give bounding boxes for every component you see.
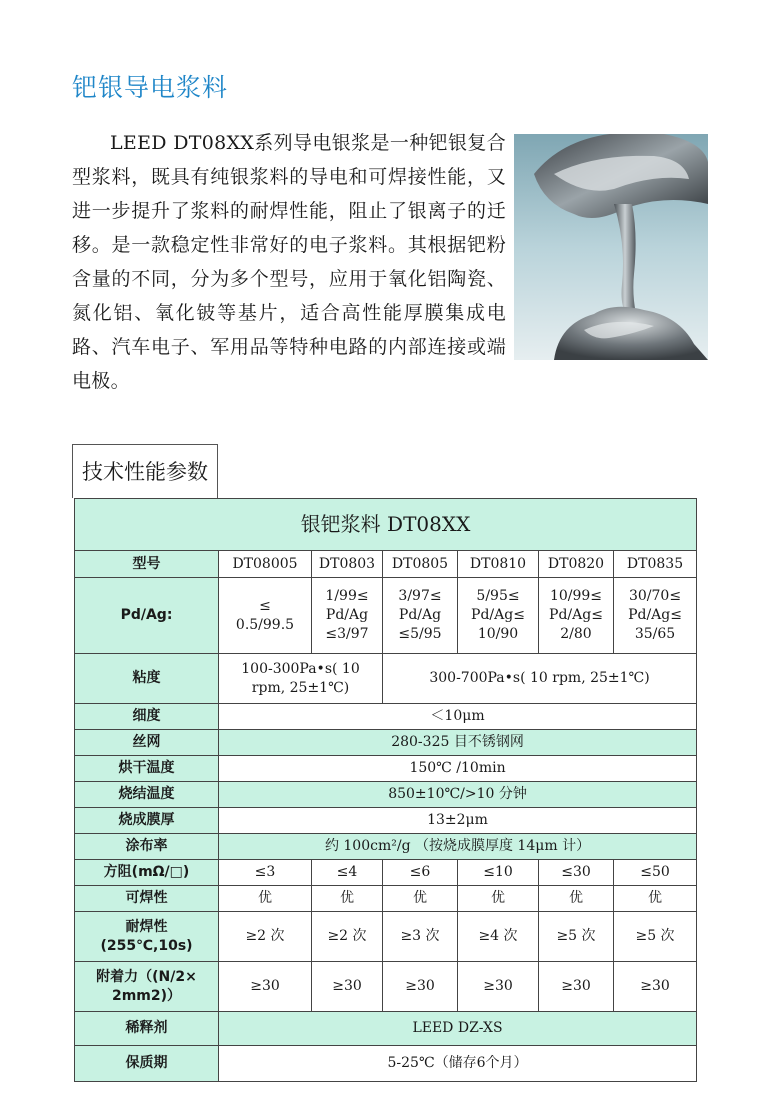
leach-cell: ≥4 次 (458, 912, 539, 962)
ratio-cell: 3/97≤ Pd/Ag ≤5/95 (383, 578, 458, 654)
table-row (75, 912, 697, 962)
solderability-cell: 优 (383, 886, 458, 912)
row-label-firing: 烧结温度 (75, 782, 219, 808)
row-label-fineness: 细度 (75, 704, 219, 730)
leach-cell: ≥2 次 (312, 912, 383, 962)
model-cell: DT0835 (614, 551, 697, 578)
thickness-cell: 13±2μm (219, 808, 697, 834)
leach-cell: ≥2 次 (219, 912, 312, 962)
paste-pour-photo (514, 134, 708, 360)
page-title: 钯银导电浆料 (72, 73, 229, 102)
fineness-cell: ＜10μm (219, 704, 697, 730)
row-label-model: 型号 (75, 551, 219, 578)
table-row (75, 704, 697, 730)
row-label-thickness: 烧成膜厚 (75, 808, 219, 834)
leach-cell: ≥5 次 (539, 912, 614, 962)
row-label-thinner: 稀释剂 (75, 1012, 219, 1046)
adhesion-cell: ≥30 (458, 962, 539, 1012)
drying-cell: 150℃ /10min (219, 756, 697, 782)
spec-table (74, 498, 697, 1082)
row-label-coverage: 涂布率 (75, 834, 219, 860)
coverage-cell: 约 100cm²/g （按烧成膜厚度 14μm 计） (219, 834, 697, 860)
row-label-resistance: 方阻(mΩ/□) (75, 860, 219, 886)
solderability-cell: 优 (458, 886, 539, 912)
row-label-leach: 耐焊性 (255℃,10s) (75, 912, 219, 962)
model-cell: DT0810 (458, 551, 539, 578)
viscosity-high-cell: 300-700Pa•s( 10 rpm, 25±1℃) (383, 654, 697, 704)
resistance-cell: ≤3 (219, 860, 312, 886)
adhesion-cell: ≥30 (614, 962, 697, 1012)
resistance-cell: ≤6 (383, 860, 458, 886)
table-row (75, 962, 697, 1012)
model-cell: DT0820 (539, 551, 614, 578)
viscosity-low-cell: 100-300Pa•s( 10 rpm, 25±1℃) (219, 654, 383, 704)
spec-section-tab: 技术性能参数 (72, 444, 218, 498)
solderability-cell: 优 (312, 886, 383, 912)
table-row (75, 808, 697, 834)
table-title: 银钯浆料 DT08XX (75, 499, 697, 551)
ratio-cell: 10/99≤ Pd/Ag≤ 2/80 (539, 578, 614, 654)
solderability-cell: 优 (614, 886, 697, 912)
table-row (75, 886, 697, 912)
thinner-cell: LEED DZ-XS (219, 1012, 697, 1046)
row-label-solderability: 可焊性 (75, 886, 219, 912)
leach-cell: ≥3 次 (383, 912, 458, 962)
intro-paragraph: LEED DT08XX系列导电银浆是一种钯银复合型浆料，既具有纯银浆料的导电和可焊接性能，又进一步提升了浆料的耐焊性能，阻止了银离子的迁移。是一款稳定性非常好的电子浆料。其根据钯粉含量的不同，分为多个型号，应用于氧化铝陶瓷、氮化铝、氧化铍等基片，适合高性能厚膜集成电路、汽车电子、军用品等特种电路的内部连接或端电极。 (72, 132, 506, 392)
adhesion-cell: ≥30 (383, 962, 458, 1012)
leach-cell: ≥5 次 (614, 912, 697, 962)
resistance-cell: ≤30 (539, 860, 614, 886)
table-title-row (75, 499, 697, 551)
resistance-cell: ≤10 (458, 860, 539, 886)
model-cell: DT0803 (312, 551, 383, 578)
shelf-cell: 5-25℃（储存6个月） (219, 1046, 697, 1082)
firing-cell: 850±10℃/>10 分钟 (219, 782, 697, 808)
table-row (75, 730, 697, 756)
table-row (75, 756, 697, 782)
table-row (75, 578, 697, 654)
row-label-ratio: Pd/Ag: (75, 578, 219, 654)
adhesion-cell: ≥30 (312, 962, 383, 1012)
solderability-cell: 优 (219, 886, 312, 912)
row-label-adhesion: 附着力（(N/2× 2mm2)） (75, 962, 219, 1012)
adhesion-cell: ≥30 (219, 962, 312, 1012)
table-row (75, 1046, 697, 1082)
row-label-mesh: 丝网 (75, 730, 219, 756)
paste-pour-image (514, 134, 708, 360)
solderability-cell: 优 (539, 886, 614, 912)
resistance-cell: ≤50 (614, 860, 697, 886)
table-row (75, 834, 697, 860)
model-cell: DT08005 (219, 551, 312, 578)
ratio-cell: ≤ 0.5/99.5 (219, 578, 312, 654)
row-label-viscosity: 粘度 (75, 654, 219, 704)
table-row (75, 1012, 697, 1046)
table-row (75, 654, 697, 704)
ratio-cell: 30/70≤ Pd/Ag≤ 35/65 (614, 578, 697, 654)
resistance-cell: ≤4 (312, 860, 383, 886)
adhesion-cell: ≥30 (539, 962, 614, 1012)
model-cell: DT0805 (383, 551, 458, 578)
table-row (75, 551, 697, 578)
row-label-drying: 烘干温度 (75, 756, 219, 782)
ratio-cell: 1/99≤ Pd/Ag ≤3/97 (312, 578, 383, 654)
ratio-cell: 5/95≤ Pd/Ag≤ 10/90 (458, 578, 539, 654)
mesh-cell: 280-325 目不锈钢网 (219, 730, 697, 756)
table-row (75, 782, 697, 808)
row-label-shelf: 保质期 (75, 1046, 219, 1082)
table-row (75, 860, 697, 886)
